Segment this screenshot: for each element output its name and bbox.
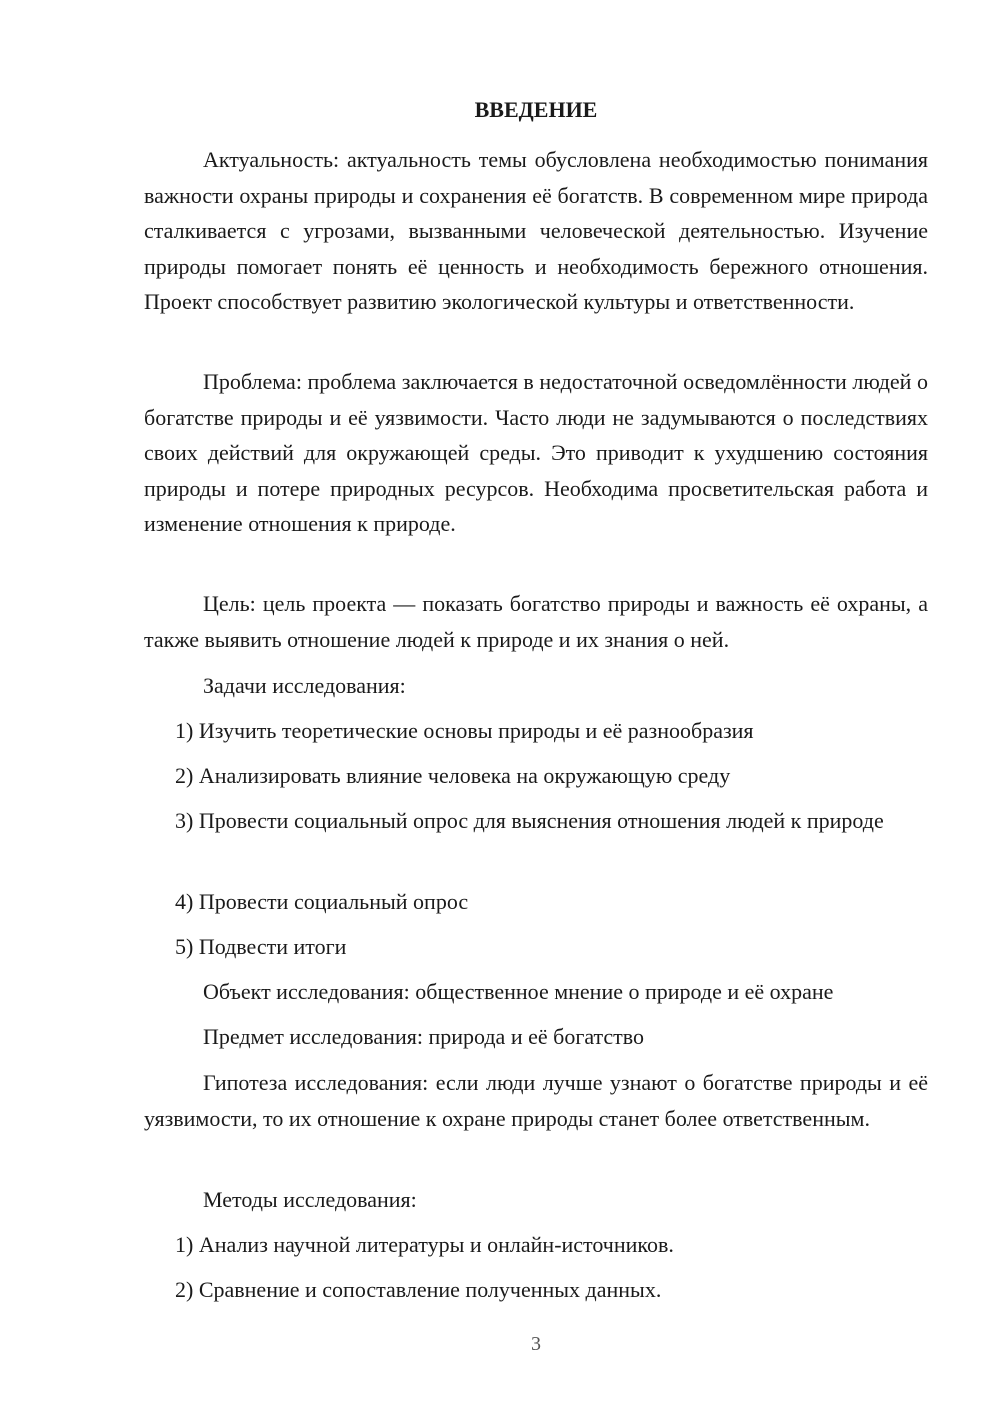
- task-item: 5) Подвести итоги: [175, 934, 347, 959]
- hypothesis-paragraph: Гипотеза исследования: если люди лучше узнают о богатстве природы и её уязвимости, то их отношение к охране природы станет более ответственным.: [144, 1070, 928, 1131]
- page-title: ВВЕДЕНИЕ: [474, 97, 598, 122]
- problem-paragraph: Проблема: проблема заключается в недостаточной осведомлённости людей о богатстве природы и её уязвимости. Часто люди не задумываются о последствиях своих действий для окружающей среды. Это приводит к ухудшению состояния природы и потере природных ресурсов. Необходима просветительская работа и изменение отношения к природе.: [144, 369, 928, 536]
- goal-paragraph: Цель: цель проекта — показать богатство природы и важность её охраны, а также выявить отношение людей к природе и их знания о ней.: [144, 591, 928, 652]
- task-item: 2) Анализировать влияние человека на окружающую среду: [175, 763, 731, 788]
- subject-paragraph: Предмет исследования: природа и её богатство: [203, 1024, 645, 1049]
- page-number: 3: [531, 1333, 541, 1355]
- methods-title: Методы исследования:: [203, 1187, 417, 1212]
- method-item: 2) Сравнение и сопоставление полученных данных.: [175, 1277, 662, 1302]
- tasks-title: Задачи исследования:: [203, 673, 406, 698]
- object-paragraph: Объект исследования: общественное мнение о природе и её охране: [203, 979, 834, 1004]
- method-item: 1) Анализ научной литературы и онлайн-источников.: [175, 1232, 674, 1257]
- task-item: 1) Изучить теоретические основы природы и её разнообразия: [175, 718, 754, 743]
- relevance-paragraph: Актуальность: актуальность темы обусловлена необходимостью понимания важности охраны природы и сохранения её богатств. В современном мире природа сталкивается с угрозами, вызванными человеческой деятельностью. Изучение природы помогает понять её ценность и необходимость бережного отношения. Проект способствует развитию экологической культуры и ответственности.: [144, 147, 928, 314]
- task-item: 4) Провести социальный опрос: [175, 889, 469, 914]
- task-item: 3) Провести социальный опрос для выяснения отношения людей к природе: [175, 808, 884, 833]
